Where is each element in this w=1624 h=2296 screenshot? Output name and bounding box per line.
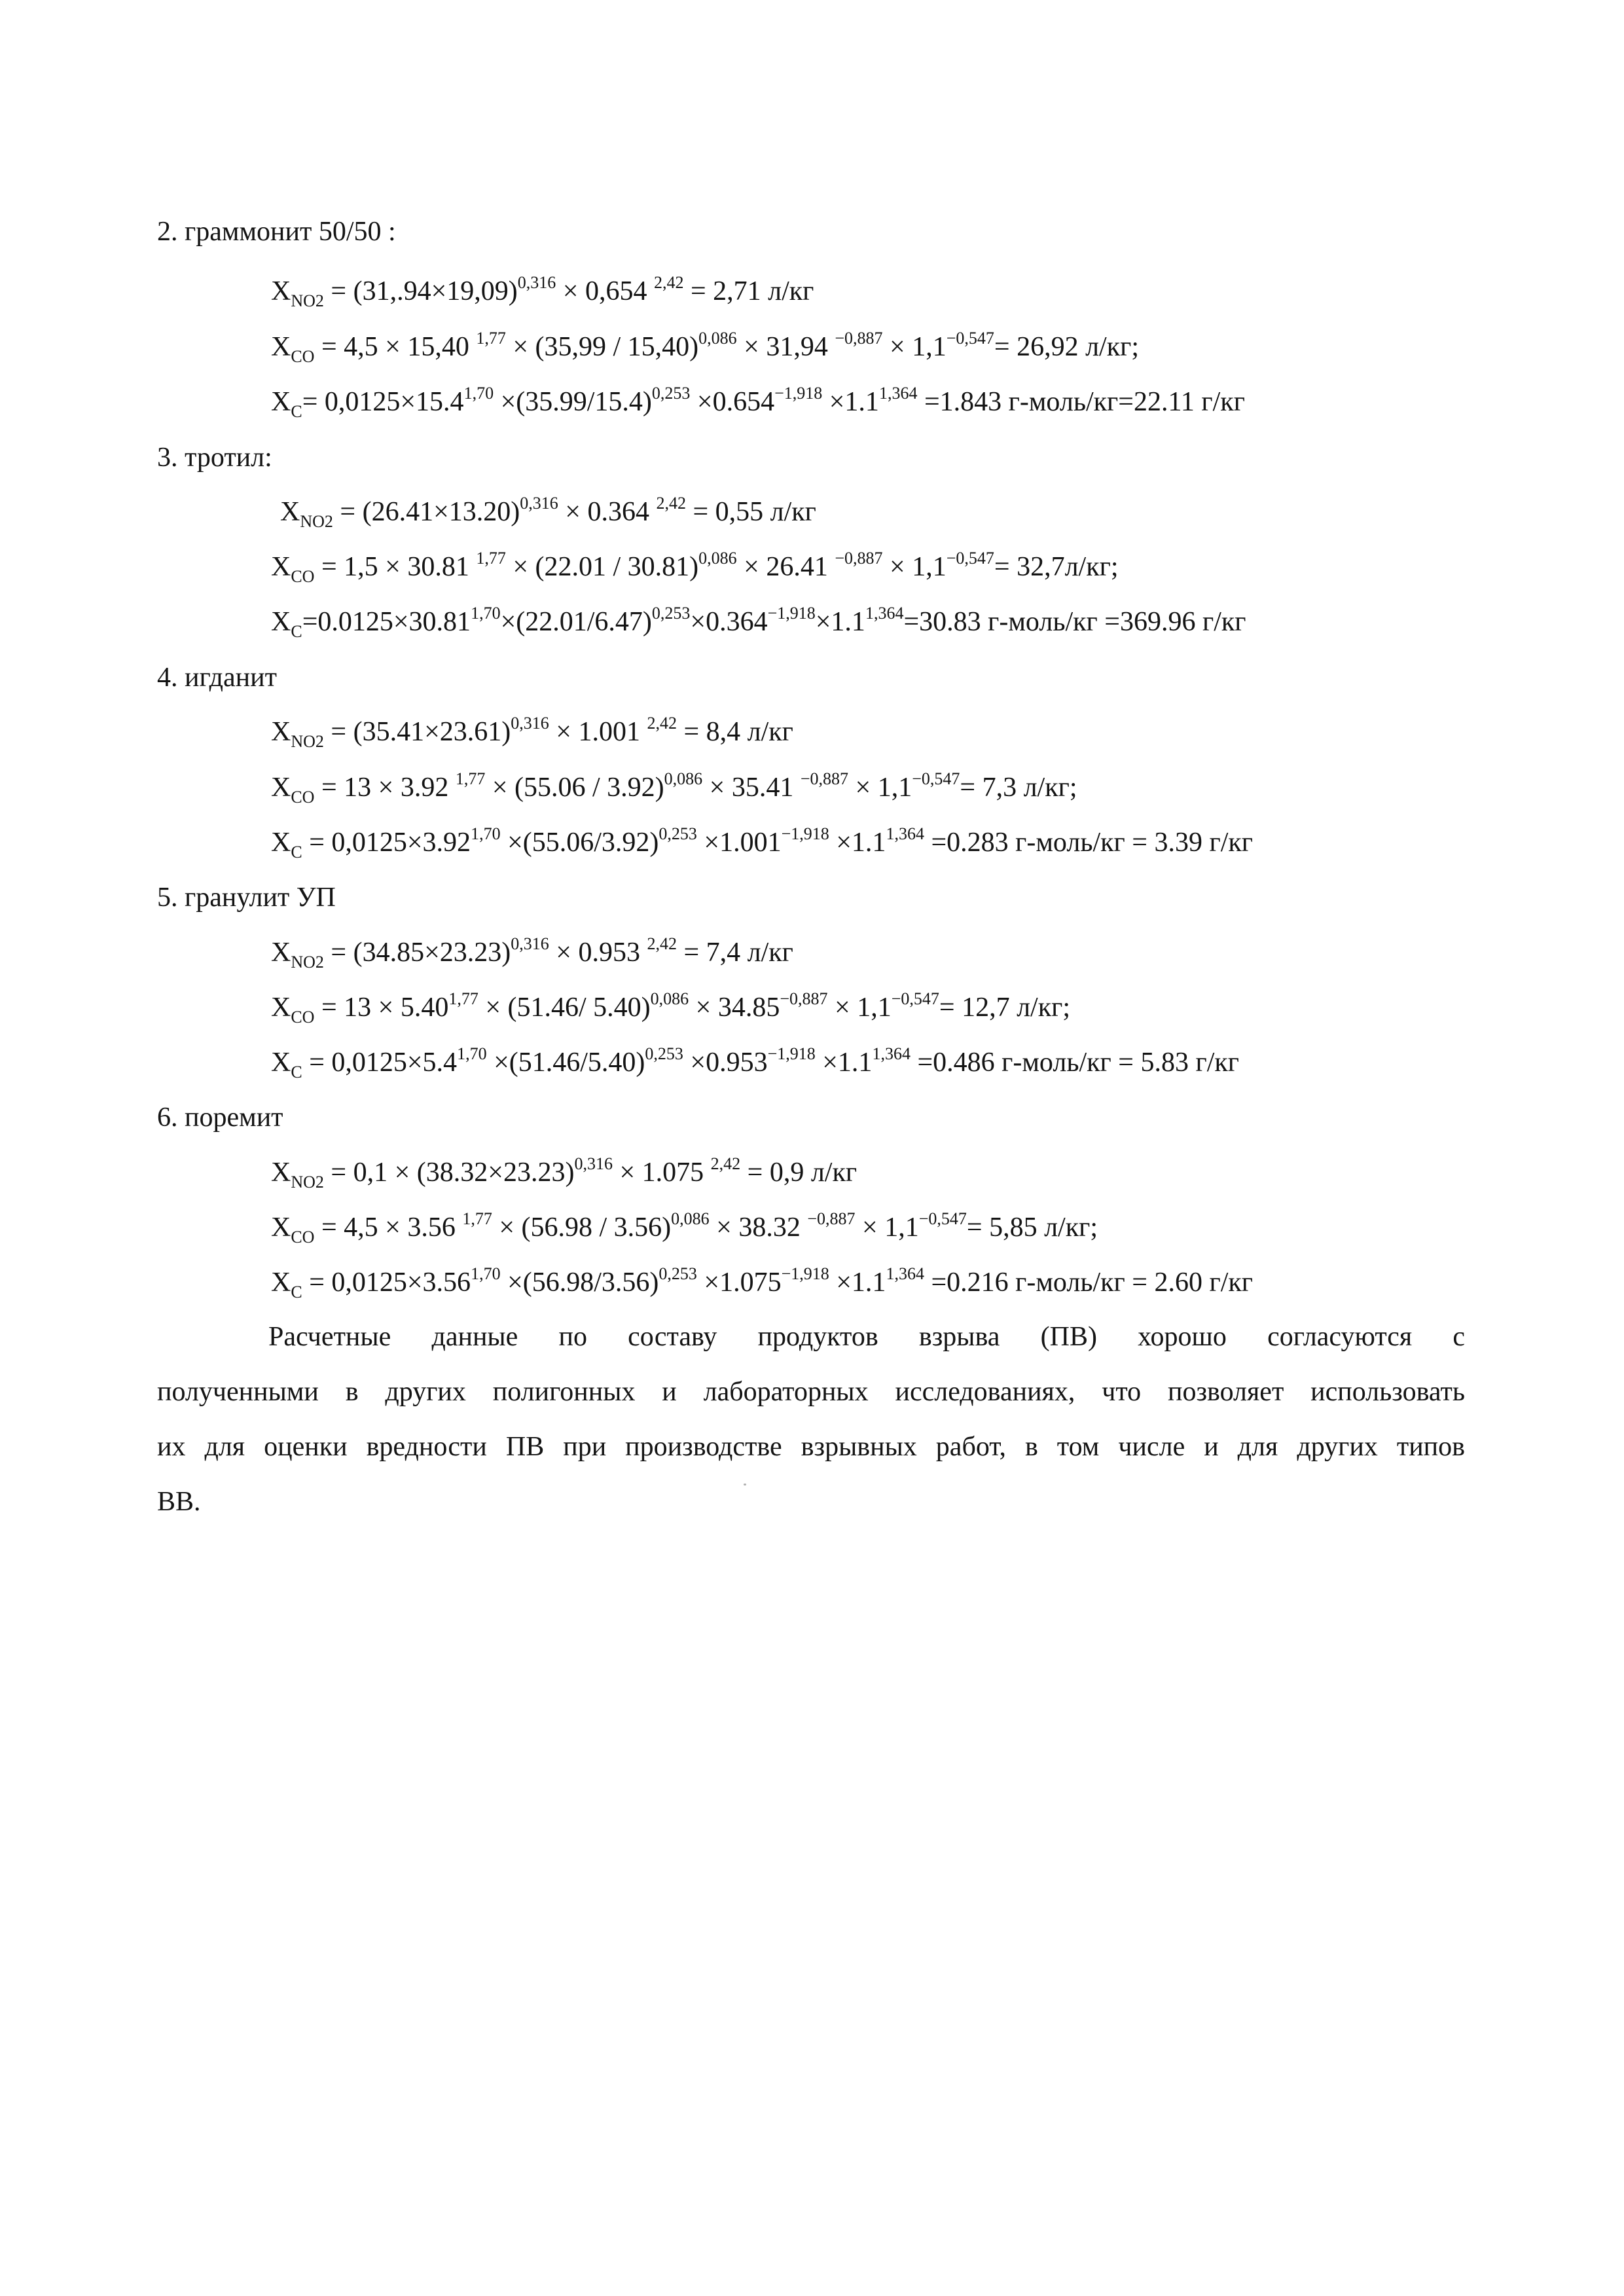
formula-subscript: NO2 bbox=[291, 1173, 324, 1192]
formula-variable: X bbox=[271, 717, 291, 747]
formula-co bbox=[271, 329, 1140, 366]
formula-exponent: −0,887 bbox=[835, 549, 883, 568]
formula-exponent: 2,42 bbox=[710, 1154, 741, 1173]
formula-exponent: 1,77 bbox=[462, 1209, 492, 1228]
section-heading: 3. тротил: bbox=[157, 443, 272, 473]
formula-text: = 0,0125×3.92 bbox=[302, 828, 471, 858]
formula-text: × 1,1 bbox=[827, 993, 892, 1023]
formula-subscript: NO2 bbox=[291, 953, 324, 972]
formula-variable: X bbox=[271, 773, 291, 803]
formula-exponent: −0,547 bbox=[918, 1209, 967, 1228]
formula-text: ×1.1 bbox=[829, 1267, 886, 1298]
formula-exponent: 1,77 bbox=[476, 329, 506, 348]
formula-text: = 1,5 × 30.81 bbox=[314, 552, 477, 582]
formula-text: × 1,1 bbox=[882, 552, 947, 582]
formula-text: ×1.1 bbox=[829, 828, 886, 858]
formula-no2 bbox=[271, 1154, 857, 1192]
formula-exponent: 0,086 bbox=[671, 1209, 710, 1228]
formula-exponent: 0,316 bbox=[574, 1154, 613, 1173]
formula-no2 bbox=[280, 494, 816, 531]
formula-exponent: −0,547 bbox=[946, 549, 994, 568]
formula-text: × (51.46/ 5.40) bbox=[478, 993, 651, 1023]
formula-text: × 26.41 bbox=[736, 552, 835, 582]
formula-exponent: 0,086 bbox=[698, 549, 737, 568]
formula-c bbox=[271, 604, 1246, 641]
formula-text: ×(35.99/15.4) bbox=[494, 387, 652, 417]
formula-exponent: −1,918 bbox=[767, 1044, 816, 1063]
formula-subscript: CO bbox=[291, 567, 315, 586]
formula-text: × 1,1 bbox=[882, 332, 947, 362]
formula-variable: X bbox=[271, 552, 291, 582]
formula-text: = 7,4 л/кг bbox=[676, 938, 793, 968]
formula-text: ×0.364 bbox=[690, 607, 768, 637]
formula-text: × (35,99 / 15,40) bbox=[505, 332, 699, 362]
formula-exponent: 0,253 bbox=[651, 604, 691, 623]
formula-text: = 12,7 л/кг; bbox=[939, 993, 1071, 1023]
formula-variable: X bbox=[271, 332, 291, 362]
formula-text: ×(51.46/5.40) bbox=[486, 1048, 645, 1078]
formula-co bbox=[271, 989, 1071, 1027]
formula-exponent: 1,364 bbox=[872, 1044, 911, 1063]
formula-exponent: −0,547 bbox=[912, 769, 960, 788]
formula-exponent: 0,253 bbox=[659, 824, 697, 843]
formula-exponent: 2,42 bbox=[647, 714, 677, 733]
formula-variable: X bbox=[271, 1048, 291, 1078]
formula-subscript: NO2 bbox=[291, 291, 324, 310]
formula-exponent: 0,253 bbox=[651, 384, 691, 403]
formula-subscript: C bbox=[291, 843, 302, 862]
formula-exponent: 1,70 bbox=[457, 1044, 487, 1063]
section-heading: 2. граммонит 50/50 : bbox=[157, 217, 396, 247]
formula-text: = 13 × 5.40 bbox=[314, 993, 449, 1023]
formula-text: × 0.953 bbox=[549, 938, 647, 968]
formula-exponent: −1,918 bbox=[781, 1264, 829, 1283]
section-heading: 5. гранулит УП bbox=[157, 883, 336, 913]
scan-speck bbox=[744, 1484, 746, 1485]
formula-text: = 0,0125×5.4 bbox=[302, 1048, 458, 1078]
formula-c bbox=[271, 1264, 1253, 1302]
formula-no2 bbox=[271, 934, 793, 972]
paragraph-line: ВВ. bbox=[157, 1487, 201, 1517]
formula-exponent: −0,547 bbox=[891, 989, 939, 1008]
paragraph-line: Расчетные данные по составу продуктов взрыва (ПВ) хорошо согласуются с bbox=[268, 1322, 1465, 1352]
formula-subscript: C bbox=[291, 622, 302, 641]
formula-text: ×0.654 bbox=[690, 387, 775, 417]
formula-text: = (31,.94×19,09) bbox=[323, 276, 518, 306]
formula-exponent: −0,887 bbox=[780, 989, 828, 1008]
formula-text: × (55.06 / 3.92) bbox=[485, 773, 664, 803]
formula-subscript: CO bbox=[291, 1228, 315, 1247]
formula-text: ×(55.06/3.92) bbox=[500, 828, 659, 858]
formula-exponent: 0,316 bbox=[511, 934, 549, 953]
formula-variable: X bbox=[271, 1212, 291, 1243]
formula-text: =0.283 г-моль/кг = 3.39 г/кг bbox=[924, 828, 1253, 858]
formula-text: = 8,4 л/кг bbox=[676, 717, 793, 747]
formula-variable: X bbox=[271, 828, 291, 858]
formula-variable: X bbox=[271, 607, 291, 637]
formula-exponent: −1,918 bbox=[774, 384, 823, 403]
formula-exponent: 0,086 bbox=[650, 989, 689, 1008]
formula-text: =0.0125×30.81 bbox=[302, 607, 471, 637]
formula-text: = 4,5 × 15,40 bbox=[314, 332, 477, 362]
formula-text: × 38.32 bbox=[709, 1212, 808, 1243]
section-heading: 6. поремит bbox=[157, 1102, 283, 1133]
formula-text: = 5,85 л/кг; bbox=[966, 1212, 1098, 1243]
formula-text: ×(22.01/6.47) bbox=[500, 607, 652, 637]
formula-text: × 1,1 bbox=[848, 773, 912, 803]
formula-text: × 35.41 bbox=[702, 773, 801, 803]
formula-text: = 0,0125×15.4 bbox=[302, 387, 464, 417]
formula-c bbox=[271, 824, 1253, 862]
formula-c bbox=[271, 384, 1245, 421]
formula-exponent: −1,918 bbox=[781, 824, 829, 843]
formula-exponent: 0,253 bbox=[659, 1264, 697, 1283]
formula-exponent: 1,70 bbox=[471, 824, 501, 843]
formula-variable: X bbox=[271, 1267, 291, 1298]
formula-co bbox=[271, 1209, 1098, 1247]
formula-subscript: CO bbox=[291, 788, 315, 807]
formula-text: = 26,92 л/кг; bbox=[994, 332, 1140, 362]
formula-variable: X bbox=[271, 276, 291, 306]
formula-text: × (22.01 / 30.81) bbox=[505, 552, 699, 582]
formula-text: × 31,94 bbox=[736, 332, 835, 362]
formula-exponent: 2,42 bbox=[647, 934, 677, 953]
formula-text: ×(56.98/3.56) bbox=[500, 1267, 659, 1298]
formula-exponent: 1,364 bbox=[878, 384, 918, 403]
formula-exponent: 1,77 bbox=[476, 549, 506, 568]
formula-variable: X bbox=[280, 497, 300, 527]
formula-text: = 0,9 л/кг bbox=[740, 1157, 857, 1188]
formula-text: × 0.364 bbox=[558, 497, 657, 527]
formula-text: = 32,7л/кг; bbox=[994, 552, 1119, 582]
formula-exponent: −0,887 bbox=[800, 769, 849, 788]
formula-exponent: −0,547 bbox=[946, 329, 994, 348]
formula-text: = 13 × 3.92 bbox=[314, 773, 456, 803]
formula-exponent: 0,086 bbox=[698, 329, 737, 348]
formula-text: × (56.98 / 3.56) bbox=[492, 1212, 672, 1243]
formula-text: = 0,1 × (38.32×23.23) bbox=[323, 1157, 575, 1188]
formula-text: × 0,654 bbox=[556, 276, 654, 306]
formula-text: = (35.41×23.61) bbox=[323, 717, 511, 747]
formula-subscript: NO2 bbox=[291, 732, 324, 751]
formula-exponent: −0,887 bbox=[835, 329, 883, 348]
formula-text: ×1.075 bbox=[696, 1267, 782, 1298]
formula-exponent: 2,42 bbox=[656, 494, 686, 513]
formula-exponent: 1,70 bbox=[471, 1264, 501, 1283]
formula-text: = (34.85×23.23) bbox=[323, 938, 511, 968]
formula-variable: X bbox=[271, 387, 291, 417]
formula-exponent: 0,316 bbox=[517, 273, 556, 292]
formula-text: × 1,1 bbox=[855, 1212, 919, 1243]
formula-text: =0.216 г-моль/кг = 2.60 г/кг bbox=[924, 1267, 1253, 1298]
formula-exponent: 1,364 bbox=[886, 824, 924, 843]
formula-text: = 7,3 л/кг; bbox=[960, 773, 1077, 803]
formula-variable: X bbox=[271, 1157, 291, 1188]
formula-no2 bbox=[271, 714, 793, 751]
formula-subscript: NO2 bbox=[300, 512, 333, 531]
formula-variable: X bbox=[271, 938, 291, 968]
formula-exponent: 1,77 bbox=[448, 989, 478, 1008]
formula-subscript: C bbox=[291, 1063, 302, 1082]
paragraph-line: их для оценки вредности ПВ при производстве взрывных работ, в том числе и для других типов bbox=[157, 1432, 1465, 1462]
formula-text: =1.843 г-моль/кг=22.11 г/кг bbox=[917, 387, 1245, 417]
formula-exponent: 2,42 bbox=[653, 273, 684, 292]
formula-exponent: 1,364 bbox=[886, 1264, 924, 1283]
formula-exponent: 0,316 bbox=[520, 494, 558, 513]
formula-exponent: 1,77 bbox=[455, 769, 486, 788]
conclusion-paragraph bbox=[157, 1309, 1465, 1529]
formula-exponent: 1,70 bbox=[463, 384, 494, 403]
formula-exponent: 0,253 bbox=[645, 1044, 683, 1063]
formula-text: × 34.85 bbox=[689, 993, 780, 1023]
formula-text: ×1.1 bbox=[815, 607, 865, 637]
formula-exponent: 0,316 bbox=[511, 714, 549, 733]
formula-exponent: 0,086 bbox=[664, 769, 703, 788]
formula-subscript: C bbox=[291, 1283, 302, 1302]
formula-text: =0.486 г-моль/кг = 5.83 г/кг bbox=[910, 1048, 1239, 1078]
formula-exponent: 1,70 bbox=[471, 604, 501, 623]
formula-text: ×0.953 bbox=[683, 1048, 768, 1078]
formula-subscript: CO bbox=[291, 1008, 315, 1027]
formula-text: =30.83 г-моль/кг =369.96 г/кг bbox=[903, 607, 1246, 637]
formula-exponent: −1,918 bbox=[767, 604, 816, 623]
formula-text: = 0,0125×3.56 bbox=[302, 1267, 471, 1298]
formula-variable: X bbox=[271, 993, 291, 1023]
formula-exponent: −0,887 bbox=[807, 1209, 856, 1228]
formula-text: ×1.1 bbox=[815, 1048, 873, 1078]
formula-text: = 4,5 × 3.56 bbox=[314, 1212, 463, 1243]
formula-no2 bbox=[271, 273, 814, 310]
formula-text: = (26.41×13.20) bbox=[333, 497, 520, 527]
formula-co bbox=[271, 549, 1119, 586]
paragraph-line: полученными в других полигонных и лабораторных исследованиях, что позволяет использовать bbox=[157, 1377, 1465, 1407]
formula-c bbox=[271, 1044, 1239, 1082]
formula-subscript: CO bbox=[291, 347, 315, 366]
formula-text: × 1.075 bbox=[612, 1157, 711, 1188]
formula-text: = 0,55 л/кг bbox=[685, 497, 816, 527]
formula-exponent: 1,364 bbox=[865, 604, 904, 623]
section-heading: 4. игданит bbox=[157, 663, 277, 693]
formula-text: ×1.001 bbox=[696, 828, 782, 858]
formula-subscript: C bbox=[291, 402, 302, 421]
formula-text: × 1.001 bbox=[549, 717, 647, 747]
formula-co bbox=[271, 769, 1077, 807]
formula-text: ×1.1 bbox=[822, 387, 879, 417]
formula-text: = 2,71 л/кг bbox=[683, 276, 814, 306]
